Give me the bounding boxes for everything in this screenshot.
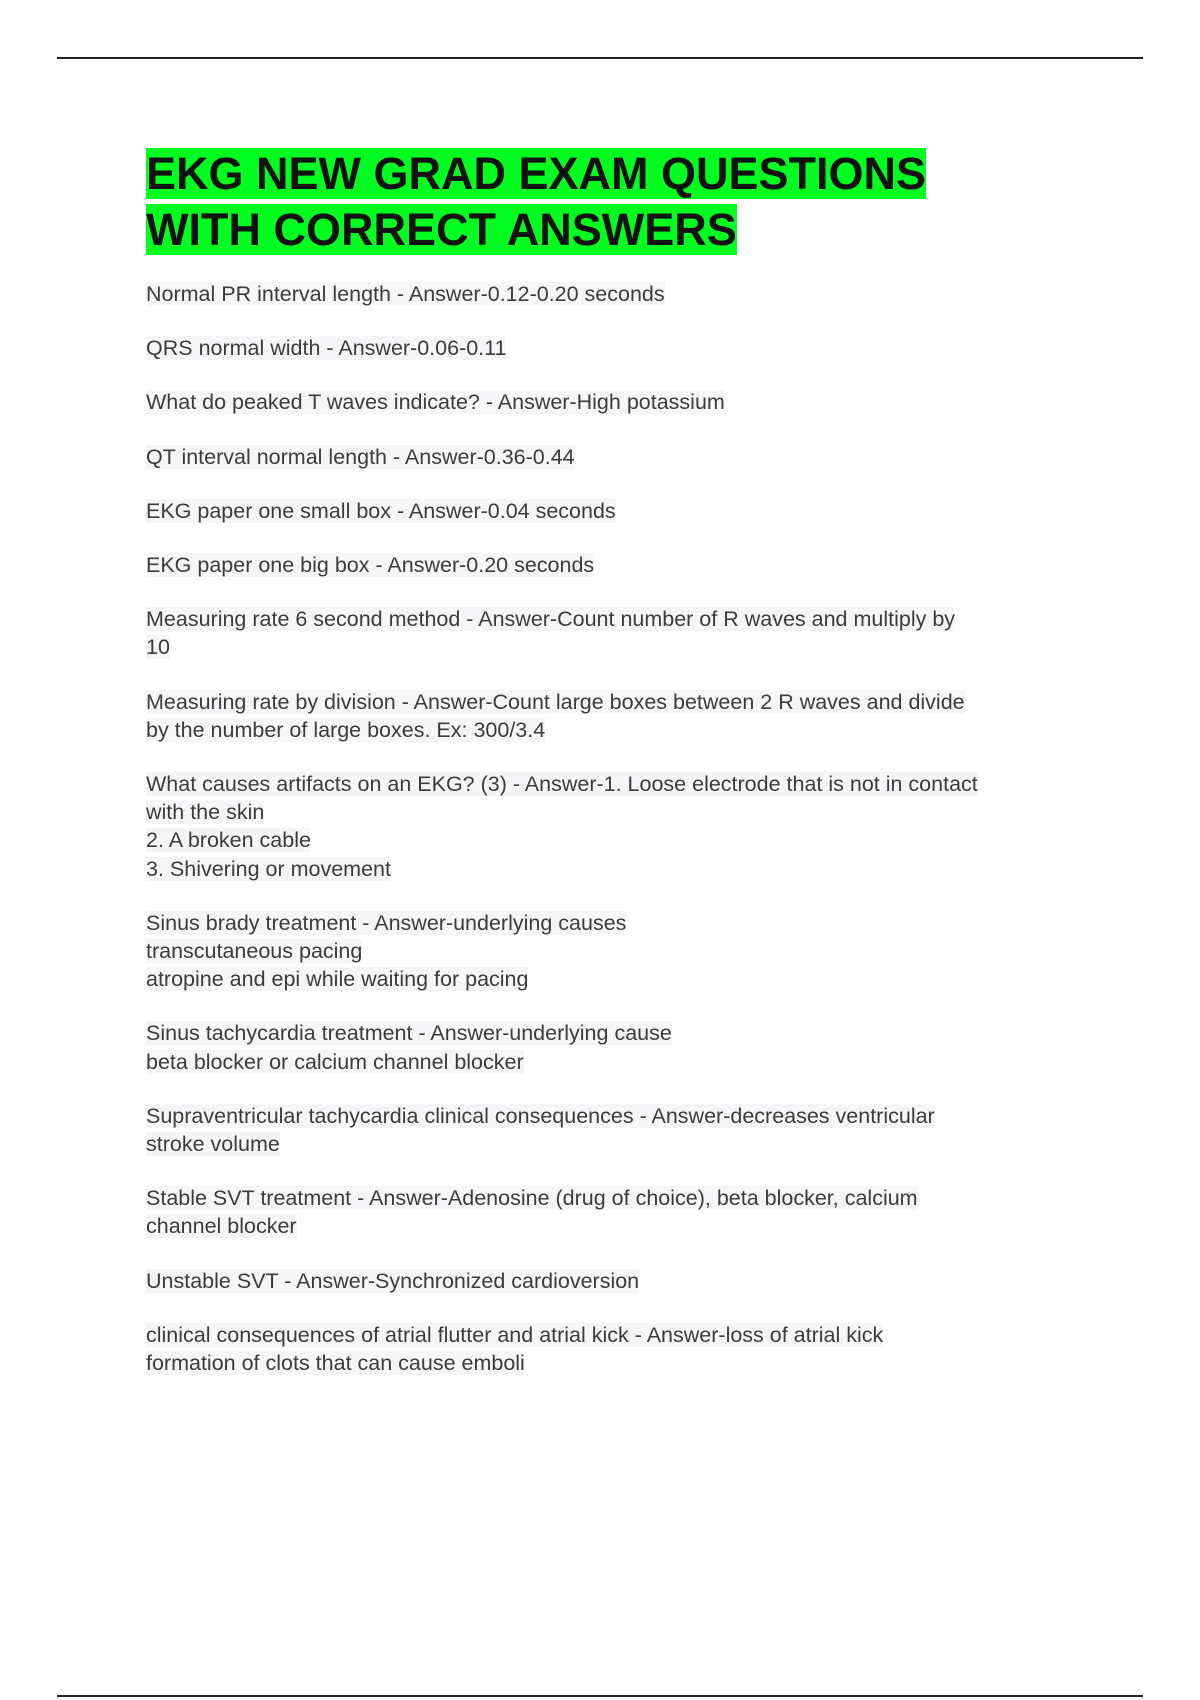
qa-line: with the skin xyxy=(146,800,265,825)
top-rule xyxy=(57,57,1143,59)
document-title xyxy=(146,146,1086,258)
qa-line: formation of clots that can cause emboli xyxy=(146,1351,525,1376)
qa-item xyxy=(146,770,1086,883)
qa-line: 2. A broken cable xyxy=(146,828,311,853)
qa-line: Unstable SVT - Answer-Synchronized cardioversion xyxy=(146,1268,640,1293)
qa-line: Supraventricular tachycardia clinical consequences - Answer-decreases ventricular xyxy=(146,1103,935,1128)
qa-line: Stable SVT treatment - Answer-Adenosine (drug of choice), beta blocker, calcium xyxy=(146,1186,918,1211)
qa-line: transcutaneous pacing xyxy=(146,939,363,964)
bottom-rule xyxy=(57,1695,1143,1697)
title-line: EKG NEW GRAD EXAM QUESTIONS xyxy=(146,148,927,199)
qa-line: beta blocker or calcium channel blocker xyxy=(146,1049,524,1074)
document-body xyxy=(146,146,1086,1403)
qa-item xyxy=(146,388,1086,416)
qa-line: What causes artifacts on an EKG? (3) - Answer-1. Loose electrode that is not in contact xyxy=(146,772,978,797)
qa-item xyxy=(146,497,1086,525)
qa-line: Measuring rate 6 second method - Answer-Count number of R waves and multiply by xyxy=(146,607,956,632)
qa-item xyxy=(146,1184,1086,1240)
qa-item xyxy=(146,909,1086,994)
qa-list xyxy=(146,280,1086,1377)
qa-line: EKG paper one small box - Answer-0.04 seconds xyxy=(146,498,616,523)
qa-line: Sinus tachycardia treatment - Answer-underlying cause xyxy=(146,1021,672,1046)
qa-line: Normal PR interval length - Answer-0.12-0.20 seconds xyxy=(146,282,665,306)
qa-item xyxy=(146,688,1086,744)
qa-line: QRS normal width - Answer-0.06-0.11 xyxy=(146,336,507,361)
qa-line: atropine and epi while waiting for pacing xyxy=(146,967,529,992)
qa-item xyxy=(146,334,1086,362)
qa-line: channel blocker xyxy=(146,1214,297,1239)
qa-item xyxy=(146,1321,1086,1377)
qa-item xyxy=(146,551,1086,579)
qa-line: EKG paper one big box - Answer-0.20 seconds xyxy=(146,553,595,578)
qa-line: Measuring rate by division - Answer-Count large boxes between 2 R waves and divide xyxy=(146,689,965,714)
qa-item xyxy=(146,605,1086,661)
qa-line: stroke volume xyxy=(146,1132,280,1157)
qa-line: Sinus brady treatment - Answer-underlying causes xyxy=(146,910,627,935)
qa-item xyxy=(146,1267,1086,1295)
qa-line: clinical consequences of atrial flutter and atrial kick - Answer-loss of atrial kick xyxy=(146,1322,884,1347)
qa-line: QT interval normal length - Answer-0.36-0.44 xyxy=(146,444,575,469)
qa-item xyxy=(146,280,1086,308)
qa-item xyxy=(146,1102,1086,1158)
qa-line: 3. Shivering or movement xyxy=(146,856,391,881)
qa-line: 10 xyxy=(146,635,170,660)
qa-item xyxy=(146,1019,1086,1075)
qa-line: What do peaked T waves indicate? - Answer-High potassium xyxy=(146,390,725,415)
qa-item xyxy=(146,443,1086,471)
title-line: WITH CORRECT ANSWERS xyxy=(146,204,737,255)
qa-line: by the number of large boxes. Ex: 300/3.4 xyxy=(146,717,546,742)
